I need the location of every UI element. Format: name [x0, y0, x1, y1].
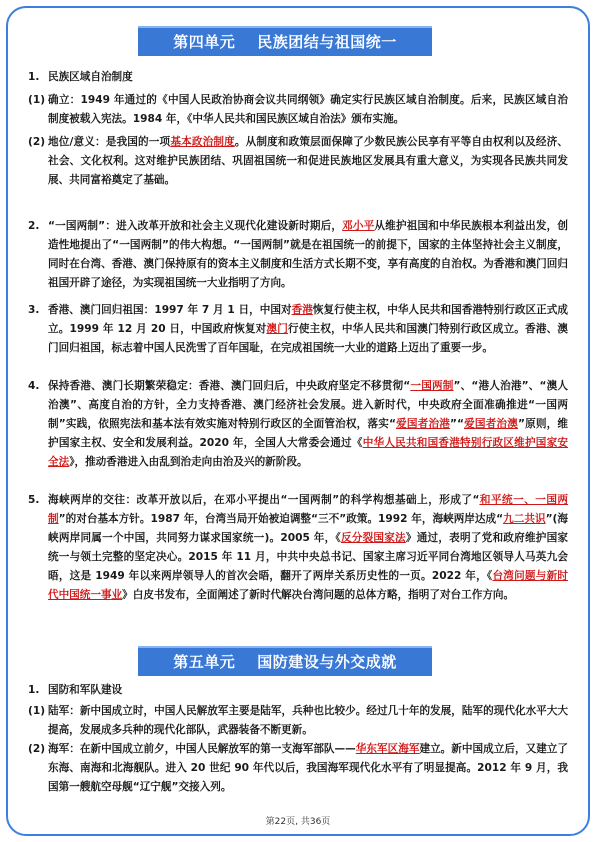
unit5-point-2: [28, 740, 568, 797]
paragraph-text: [48, 377, 568, 472]
item-number: 1.: [28, 684, 40, 696]
unit4-title: [138, 26, 432, 56]
item-number: (2): [28, 743, 46, 755]
item-number: 4.: [28, 380, 40, 392]
text-run: 地位/意义：是我国的一项: [48, 136, 171, 148]
unit4-title-text: 民族团结与祖国统一: [257, 33, 397, 51]
highlight-term: 爱国者治港: [395, 418, 450, 430]
text-run: ”的对台基本方针。1987 年，台湾当局开始被迫调整“三不”政策。1992 年，海峡两岸达成“: [58, 513, 504, 525]
highlight-term: 香港: [291, 304, 313, 316]
unit5-title-number: 第五单元: [173, 653, 236, 671]
paragraph-text: [48, 740, 568, 797]
highlight-term: 邓小平: [342, 220, 375, 232]
text-run: 海峡两岸的交往：改革开放以后，在邓小平提出“一国两制”的科学构想基础上，形成了“: [48, 494, 480, 506]
text-run: ”、“港人治港”、“澳人治澳”、高度自治的方针，全力支持香港、澳门经济社会发展。进入新时代，中央政府全面准确推进“一国两制”实践，依照宪法和基本法有效实施对特别行政区的全面管治权，落实“: [48, 380, 568, 430]
paragraph-text: [48, 491, 568, 605]
unit4-section-2: [28, 217, 568, 293]
paragraph-text: 陆军：新中国成立时，中国人民解放军主要是陆军，兵种也比较少。经过几十年的发展，陆军的现代化水平大大提高，发展成多兵种的现代化部队，武器装备不断更新。: [48, 705, 568, 736]
text-run: 保持香港、澳门长期繁荣稳定：香港、澳门回归后，中央政府坚定不移贯彻“: [48, 380, 411, 392]
unit5-title: [138, 646, 432, 676]
text-run: ”“: [450, 418, 464, 430]
highlight-term: 爱国者治澳: [463, 418, 518, 430]
highlight-term: 一国两制: [410, 380, 454, 392]
unit4-point-2: [28, 133, 568, 190]
paragraph-text: 确立：1949 年通过的《中国人民政治协商会议共同纲领》确定实行民族区域自治制度。后来，民族区域自治制度被载入宪法。1984 年，《中华人民共和国民族区域自治法》颁布实施。: [48, 94, 568, 125]
highlight-term: 台湾问题与新时代中国统一事业: [48, 570, 569, 601]
unit4-section-1-heading: [28, 68, 568, 87]
unit5-point-1: [28, 702, 568, 740]
item-number: (2): [28, 136, 46, 148]
highlight-term: 基本政治制度: [170, 136, 235, 148]
text-run: 香港、澳门回归祖国：1997 年 7 月 1 日，中国对: [48, 304, 292, 316]
highlight-term: 澳门: [266, 323, 288, 335]
unit4-section-3: [28, 301, 568, 358]
item-number: 2.: [28, 220, 40, 232]
paragraph-text: [48, 217, 568, 293]
text-run: 》，推动香港进入由乱到治走向由治及兴的新阶段。: [69, 456, 308, 468]
unit4-title-number: 第四单元: [173, 33, 236, 51]
text-run: 行使主权，中华人民共和国澳门特别行政区成立。香港、澳门回归祖国，标志着中国人民洗雪了百年国耻，在完成祖国统一大业的道路上迈出了重要一步。: [48, 323, 568, 354]
text-run: 恢复行使主权，中华人民共和国香港特别行政区正式成立。1999 年 12 月 20 日，中国政府恢复对: [48, 304, 569, 335]
text-run: 海军：在新中国成立前夕，中国人民解放军的第一支海军部队——: [48, 743, 356, 755]
unit5-section-1-heading: [28, 681, 568, 700]
item-number: (1): [28, 94, 46, 106]
item-number: (1): [28, 705, 46, 717]
highlight-term: 反分裂国家法: [340, 532, 406, 544]
text-run: 》通过，表明了党和政府维护国家统一与领土完整的坚定决心。2015 年 11 月，中共中央总书记、国家主席习近平同台湾地区领导人马英九会晤，这是 1949 年以来两岸领导人的首次会晤，翻开了两岸关系历史性的一页。2022 年，《: [48, 532, 569, 582]
highlight-term: 九二共识: [503, 513, 546, 525]
text-run: 建立。新中国成立后，又建立了东海、南海和北海舰队。进入 20 世纪 90 年代以后，我国海军现代化水平有了明显提高。2012 年 9 月，我国第一艘航空母舰“辽宁舰”交接入列。: [48, 743, 569, 793]
highlight-term: 华东军区海军: [355, 743, 420, 755]
item-number: 5.: [28, 494, 40, 506]
unit4-point-1: [28, 91, 568, 129]
heading-text: 国防和军队建设: [48, 684, 123, 696]
text-run: 从维护祖国和中华民族根本利益出发，创造性地提出了“一国两制”的伟大构想。“一国两制”就是在祖国统一的前提下，国家的主体坚持社会主义制度，同时在台湾、香港、澳门保持原有的资本主义制度和生活方式长期不变，享有高度的自治权。为香港和澳门回归祖国开辟了途径，为实现祖国统一大业指明了方向。: [48, 220, 568, 289]
text-run: “一国两制”：进入改革开放和社会主义现代化建设新时期后，: [48, 220, 343, 232]
paragraph-text: [48, 301, 568, 358]
unit4-section-4: [28, 377, 568, 472]
highlight-term: 中华人民共和国香港特别行政区维护国家安全法: [48, 437, 569, 468]
item-number: 1.: [28, 71, 40, 83]
heading-text: 民族区域自治制度: [48, 71, 133, 83]
text-run: ”原则，维护国家主权、安全和发展利益。2020 年，全国人大常委会通过《: [48, 418, 569, 449]
highlight-term: 和平统一、一国两制: [48, 494, 568, 525]
item-number: 3.: [28, 304, 40, 316]
page-number: 第22页, 共36页: [265, 817, 331, 827]
text-run: ”(海峡两岸同属一个中国，共同努力谋求国家统一)。2005 年，《: [48, 513, 569, 544]
paragraph-text: [48, 133, 568, 190]
unit4-section-5: [28, 491, 568, 605]
text-run: 》白皮书发布，全面阐述了新时代解决台湾问题的总体方略，指明了对台工作方向。: [122, 589, 515, 601]
text-run: 。从制度和政策层面保障了少数民族公民享有平等自由权利以及经济、社会、文化权利。这对维护民族团结、巩固祖国统一和促进民族地区发展具有重大意义，为实现各民族共同发展、共同富裕奠定了基础。: [48, 136, 568, 186]
unit5-title-text: 国防建设与外交成就: [257, 653, 397, 671]
